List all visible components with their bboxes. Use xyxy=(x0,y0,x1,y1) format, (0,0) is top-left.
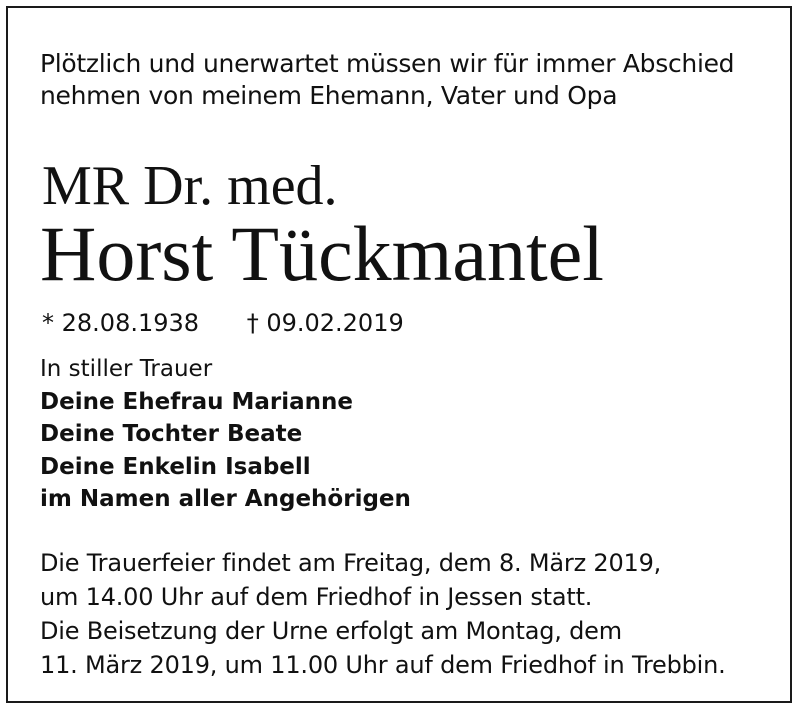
deceased-title: MR Dr. med. xyxy=(42,155,338,217)
funeral-line: Die Trauerfeier findet am Freitag, dem 8. März 2019, xyxy=(40,549,662,577)
mourner-name: Deine Tochter Beate xyxy=(40,421,303,447)
funeral-details xyxy=(40,546,726,682)
life-dates xyxy=(42,308,404,338)
funeral-line: um 14.00 Uhr auf dem Friedhof in Jessen statt. xyxy=(40,583,593,611)
funeral-line: Die Beisetzung der Urne erfolgt am Montag, dem xyxy=(40,617,622,645)
mourner-name: Deine Ehefrau Marianne xyxy=(40,388,353,415)
birth-date: * 28.08.1938 xyxy=(42,309,200,337)
obituary-notice xyxy=(6,6,792,703)
deceased-name: Horst Tückmantel xyxy=(40,210,604,297)
death-date: † 09.02.2019 xyxy=(246,309,404,337)
mourning-phrase: In stiller Trauer xyxy=(40,356,213,382)
intro-line: nehmen von meinem Ehemann, Vater und Opa xyxy=(40,81,618,110)
mourner-name: Deine Enkelin Isabell xyxy=(40,453,311,480)
funeral-line: 11. März 2019, um 11.00 Uhr auf dem Friedhof in Trebbin. xyxy=(40,651,726,679)
mourner-name: im Namen aller Angehörigen xyxy=(40,486,411,512)
intro-text xyxy=(40,48,734,112)
mourners-block xyxy=(40,353,411,516)
intro-line: Plötzlich und unerwartet müssen wir für immer Abschied xyxy=(40,49,735,78)
